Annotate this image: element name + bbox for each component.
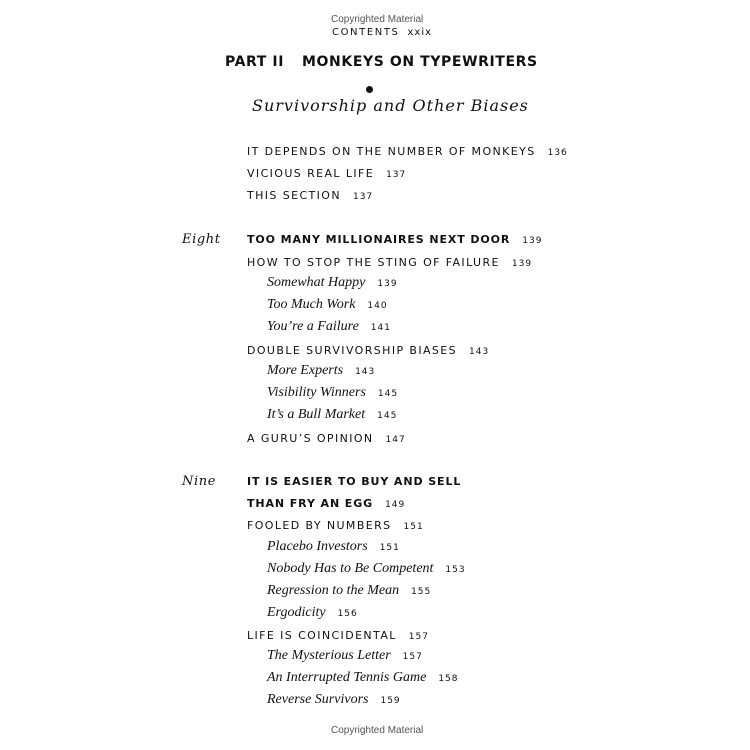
toc-entry-title: Visibility Winners [267, 385, 366, 400]
chapter-title-text: TOO MANY MILLIONAIRES NEXT DOOR [247, 233, 511, 246]
toc-entry-title: Nobody Has to Be Competent [267, 561, 434, 576]
toc-entry-page: 141 [370, 323, 391, 333]
running-head-title: CONTENTS [332, 27, 400, 38]
toc-entry-page: 143 [469, 347, 490, 357]
toc-entry-page: 137 [386, 170, 407, 180]
toc-entry-title: Somewhat Happy [267, 275, 366, 290]
toc-entry-title: Too Much Work [267, 297, 356, 312]
toc-section [247, 344, 489, 357]
toc-entry-page: 156 [337, 609, 358, 619]
part-subtitle: Survivorship and Other Biases [252, 96, 529, 115]
toc-entry-title: VICIOUS REAL LIFE [247, 167, 375, 180]
toc-subsection [267, 692, 401, 708]
toc-entry-page: 143 [355, 367, 376, 377]
toc-entry-title: Reverse Survivors [267, 692, 369, 707]
copyright-watermark-bottom: Copyrighted Material [331, 725, 424, 736]
toc-entry [247, 145, 568, 158]
toc-subsection [267, 583, 431, 599]
toc-entry-page: 139 [377, 279, 398, 289]
toc-subsection [267, 407, 397, 423]
toc-entry-page: 149 [385, 500, 406, 510]
toc-entry-page: 140 [367, 301, 388, 311]
toc-entry-title: HOW TO STOP THE STING OF FAILURE [247, 256, 500, 269]
part-label: PART II [225, 54, 285, 70]
running-head-page-number: xxix [407, 27, 433, 38]
toc-entry-title: THIS SECTION [247, 189, 341, 202]
toc-entry-title: More Experts [267, 363, 344, 378]
toc-entry-page: 153 [445, 565, 466, 575]
toc-subsection [267, 319, 391, 335]
toc-subsection [267, 275, 398, 291]
toc-entry-page: 157 [402, 652, 423, 662]
toc-entry-page: 139 [511, 259, 533, 269]
toc-subsection [267, 670, 459, 686]
chapter-label-eight: Eight [182, 232, 221, 247]
toc-entry-title: DOUBLE SURVIVORSHIP BIASES [247, 344, 458, 357]
toc-entry [247, 189, 373, 202]
chapter-title [247, 233, 542, 246]
toc-section [247, 256, 532, 269]
toc-subsection [267, 297, 388, 313]
toc-subsection [267, 605, 358, 621]
toc-entry-page: 155 [411, 587, 432, 597]
toc-entry-page: 157 [408, 632, 429, 642]
toc-subsection [267, 363, 375, 379]
toc-entry-title: It’s a Bull Market [267, 407, 366, 422]
toc-entry-page: 137 [352, 192, 374, 202]
chapter-title-text: THAN FRY AN EGG [247, 497, 374, 510]
toc-entry-page: 145 [377, 411, 398, 421]
toc-entry-page: 147 [385, 435, 406, 445]
toc-entry-title: An Interrupted Tennis Game [267, 670, 427, 685]
chapter-label-nine: Nine [182, 474, 216, 489]
toc-section [247, 432, 406, 445]
toc-entry-page: 158 [438, 674, 459, 684]
part-heading [225, 54, 538, 70]
toc-subsection [267, 648, 423, 664]
toc-subsection [267, 539, 400, 555]
toc-entry-title: You’re a Failure [267, 319, 359, 334]
toc-entry-title: Placebo Investors [267, 539, 368, 554]
toc-entry-title: LIFE IS COINCIDENTAL [247, 629, 397, 642]
toc-section [247, 519, 424, 532]
toc-entry-title: A GURU’S OPINION [247, 432, 374, 445]
toc-entry-title: Regression to the Mean [267, 583, 400, 598]
toc-entry-page: 136 [547, 148, 568, 158]
toc-entry-page: 151 [403, 522, 424, 532]
chapter-title [247, 475, 461, 488]
running-head [332, 27, 432, 38]
toc-subsection [267, 561, 466, 577]
toc-section [247, 629, 429, 642]
chapter-title [247, 497, 405, 510]
toc-subsection [267, 385, 398, 401]
toc-entry-page: 145 [377, 389, 399, 399]
toc-entry-page: 139 [522, 236, 543, 246]
toc-entry-title: Ergodicity [267, 605, 326, 620]
toc-entry-title: IT DEPENDS ON THE NUMBER OF MONKEYS [247, 145, 536, 158]
toc-entry-page: 159 [380, 696, 401, 706]
toc-entry-title: FOOLED BY NUMBERS [247, 519, 392, 532]
toc-entry-title: The Mysterious Letter [267, 648, 391, 663]
part-title: MONKEYS ON TYPEWRITERS [302, 54, 538, 70]
bullet-ornament-icon [366, 86, 373, 93]
toc-entry [247, 167, 406, 180]
toc-entry-page: 151 [379, 543, 400, 553]
chapter-title-text: IT IS EASIER TO BUY AND SELL [247, 475, 462, 488]
copyright-watermark-top: Copyrighted Material [331, 14, 424, 25]
